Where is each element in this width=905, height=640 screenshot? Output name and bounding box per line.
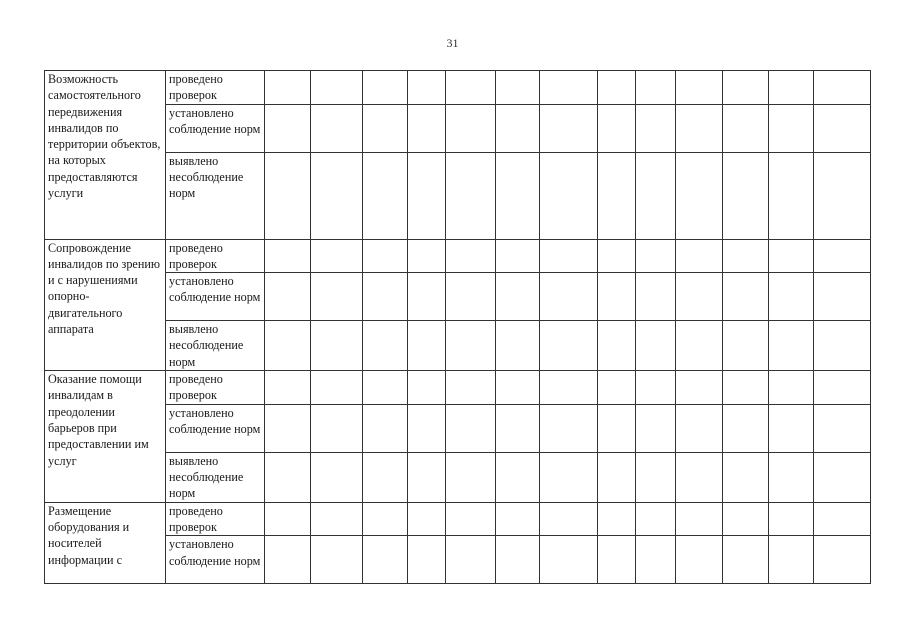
indicator-cell: установлено соблюдение норм bbox=[166, 404, 265, 452]
value-cell bbox=[598, 404, 636, 452]
value-cell bbox=[814, 502, 871, 536]
value-cell bbox=[311, 536, 363, 584]
value-cell bbox=[769, 71, 814, 105]
value-cell bbox=[676, 452, 723, 502]
value-cell bbox=[446, 152, 496, 239]
value-cell bbox=[636, 321, 676, 371]
value-cell bbox=[769, 371, 814, 405]
value-cell bbox=[540, 536, 598, 584]
value-cell bbox=[723, 152, 769, 239]
value-cell bbox=[676, 71, 723, 105]
value-cell bbox=[598, 239, 636, 273]
value-cell bbox=[723, 371, 769, 405]
value-cell bbox=[408, 536, 446, 584]
indicator-cell: установлено соблюдение норм bbox=[166, 536, 265, 584]
value-cell bbox=[446, 452, 496, 502]
value-cell bbox=[598, 371, 636, 405]
value-cell bbox=[408, 104, 446, 152]
value-cell bbox=[540, 321, 598, 371]
value-cell bbox=[496, 452, 540, 502]
value-cell bbox=[265, 536, 311, 584]
indicator-cell: проведено проверок bbox=[166, 71, 265, 105]
table-row bbox=[45, 104, 871, 152]
value-cell bbox=[636, 502, 676, 536]
value-cell bbox=[446, 71, 496, 105]
value-cell bbox=[636, 152, 676, 239]
value-cell bbox=[814, 152, 871, 239]
value-cell bbox=[723, 104, 769, 152]
value-cell bbox=[540, 273, 598, 321]
value-cell bbox=[636, 104, 676, 152]
indicator-cell: выявлено несоблюдение норм bbox=[166, 452, 265, 502]
value-cell bbox=[676, 152, 723, 239]
value-cell bbox=[496, 321, 540, 371]
value-cell bbox=[446, 104, 496, 152]
value-cell bbox=[496, 536, 540, 584]
value-cell bbox=[636, 71, 676, 105]
value-cell bbox=[363, 152, 408, 239]
value-cell bbox=[540, 452, 598, 502]
value-cell bbox=[598, 452, 636, 502]
inspection-table bbox=[44, 70, 871, 584]
value-cell bbox=[769, 502, 814, 536]
value-cell bbox=[496, 404, 540, 452]
value-cell bbox=[446, 239, 496, 273]
value-cell bbox=[311, 371, 363, 405]
value-cell bbox=[311, 273, 363, 321]
value-cell bbox=[265, 404, 311, 452]
value-cell bbox=[598, 104, 636, 152]
value-cell bbox=[496, 239, 540, 273]
value-cell bbox=[769, 536, 814, 584]
value-cell bbox=[265, 321, 311, 371]
value-cell bbox=[363, 536, 408, 584]
table-body bbox=[45, 71, 871, 584]
value-cell bbox=[636, 404, 676, 452]
value-cell bbox=[265, 273, 311, 321]
value-cell bbox=[408, 273, 446, 321]
value-cell bbox=[265, 104, 311, 152]
value-cell bbox=[723, 502, 769, 536]
value-cell bbox=[446, 502, 496, 536]
value-cell bbox=[446, 321, 496, 371]
value-cell bbox=[496, 502, 540, 536]
value-cell bbox=[676, 371, 723, 405]
table-row bbox=[45, 502, 871, 536]
value-cell bbox=[446, 273, 496, 321]
value-cell bbox=[723, 71, 769, 105]
value-cell bbox=[540, 404, 598, 452]
value-cell bbox=[408, 239, 446, 273]
value-cell bbox=[540, 104, 598, 152]
page-number: 31 bbox=[446, 36, 459, 50]
value-cell bbox=[363, 239, 408, 273]
value-cell bbox=[598, 536, 636, 584]
value-cell bbox=[814, 371, 871, 405]
value-cell bbox=[769, 321, 814, 371]
value-cell bbox=[723, 404, 769, 452]
value-cell bbox=[265, 452, 311, 502]
value-cell bbox=[363, 502, 408, 536]
value-cell bbox=[496, 71, 540, 105]
value-cell bbox=[408, 452, 446, 502]
value-cell bbox=[598, 152, 636, 239]
value-cell bbox=[814, 452, 871, 502]
table-row bbox=[45, 404, 871, 452]
table-row bbox=[45, 321, 871, 371]
value-cell bbox=[540, 71, 598, 105]
table-row bbox=[45, 452, 871, 502]
value-cell bbox=[676, 239, 723, 273]
value-cell bbox=[814, 321, 871, 371]
value-cell bbox=[636, 452, 676, 502]
value-cell bbox=[311, 452, 363, 502]
value-cell bbox=[676, 536, 723, 584]
value-cell bbox=[769, 452, 814, 502]
value-cell bbox=[408, 321, 446, 371]
value-cell bbox=[408, 71, 446, 105]
value-cell bbox=[598, 502, 636, 536]
table-row bbox=[45, 371, 871, 405]
category-cell: Размещение оборудования и носителей информации с bbox=[45, 502, 166, 584]
table-row bbox=[45, 273, 871, 321]
value-cell bbox=[363, 321, 408, 371]
category-cell: Оказание помощи инвалидам в преодолении барьеров при предоставлении им услуг bbox=[45, 371, 166, 503]
value-cell bbox=[311, 71, 363, 105]
table-row bbox=[45, 71, 871, 105]
value-cell bbox=[723, 273, 769, 321]
value-cell bbox=[496, 152, 540, 239]
value-cell bbox=[408, 152, 446, 239]
value-cell bbox=[540, 239, 598, 273]
indicator-cell: выявлено несоблюдение норм bbox=[166, 152, 265, 239]
value-cell bbox=[265, 502, 311, 536]
indicator-cell: выявлено несоблюдение норм bbox=[166, 321, 265, 371]
value-cell bbox=[540, 152, 598, 239]
indicator-cell: проведено проверок bbox=[166, 371, 265, 405]
value-cell bbox=[363, 452, 408, 502]
value-cell bbox=[311, 152, 363, 239]
value-cell bbox=[814, 273, 871, 321]
value-cell bbox=[446, 371, 496, 405]
value-cell bbox=[446, 404, 496, 452]
value-cell bbox=[408, 371, 446, 405]
value-cell bbox=[723, 536, 769, 584]
value-cell bbox=[265, 371, 311, 405]
value-cell bbox=[363, 371, 408, 405]
value-cell bbox=[496, 273, 540, 321]
value-cell bbox=[769, 273, 814, 321]
indicator-cell: проведено проверок bbox=[166, 502, 265, 536]
value-cell bbox=[814, 536, 871, 584]
category-cell: Сопровождение инвалидов по зрению и с нарушениями опорно-двигательного аппарата bbox=[45, 239, 166, 371]
value-cell bbox=[265, 71, 311, 105]
value-cell bbox=[676, 104, 723, 152]
value-cell bbox=[769, 152, 814, 239]
value-cell bbox=[265, 239, 311, 273]
value-cell bbox=[636, 371, 676, 405]
value-cell bbox=[769, 239, 814, 273]
indicator-cell: установлено соблюдение норм bbox=[166, 273, 265, 321]
value-cell bbox=[598, 273, 636, 321]
value-cell bbox=[769, 104, 814, 152]
value-cell bbox=[676, 404, 723, 452]
table-row bbox=[45, 239, 871, 273]
value-cell bbox=[676, 273, 723, 321]
value-cell bbox=[636, 273, 676, 321]
value-cell bbox=[636, 239, 676, 273]
value-cell bbox=[636, 536, 676, 584]
value-cell bbox=[446, 536, 496, 584]
value-cell bbox=[311, 404, 363, 452]
value-cell bbox=[723, 452, 769, 502]
value-cell bbox=[311, 239, 363, 273]
indicator-cell: установлено соблюдение норм bbox=[166, 104, 265, 152]
value-cell bbox=[408, 502, 446, 536]
value-cell bbox=[723, 321, 769, 371]
value-cell bbox=[723, 239, 769, 273]
value-cell bbox=[496, 371, 540, 405]
value-cell bbox=[598, 321, 636, 371]
value-cell bbox=[311, 104, 363, 152]
value-cell bbox=[814, 104, 871, 152]
table-row bbox=[45, 536, 871, 584]
value-cell bbox=[769, 404, 814, 452]
value-cell bbox=[598, 71, 636, 105]
value-cell bbox=[540, 502, 598, 536]
value-cell bbox=[363, 404, 408, 452]
value-cell bbox=[311, 502, 363, 536]
value-cell bbox=[676, 502, 723, 536]
value-cell bbox=[363, 273, 408, 321]
indicator-cell: проведено проверок bbox=[166, 239, 265, 273]
value-cell bbox=[408, 404, 446, 452]
value-cell bbox=[676, 321, 723, 371]
value-cell bbox=[265, 152, 311, 239]
value-cell bbox=[814, 71, 871, 105]
value-cell bbox=[496, 104, 540, 152]
value-cell bbox=[814, 239, 871, 273]
value-cell bbox=[363, 104, 408, 152]
value-cell bbox=[363, 71, 408, 105]
value-cell bbox=[540, 371, 598, 405]
value-cell bbox=[814, 404, 871, 452]
value-cell bbox=[311, 321, 363, 371]
table-row bbox=[45, 152, 871, 239]
category-cell: Возможность самостоятельного передвижения инвалидов по территории объектов, на которых предоставляются услуги bbox=[45, 71, 166, 240]
